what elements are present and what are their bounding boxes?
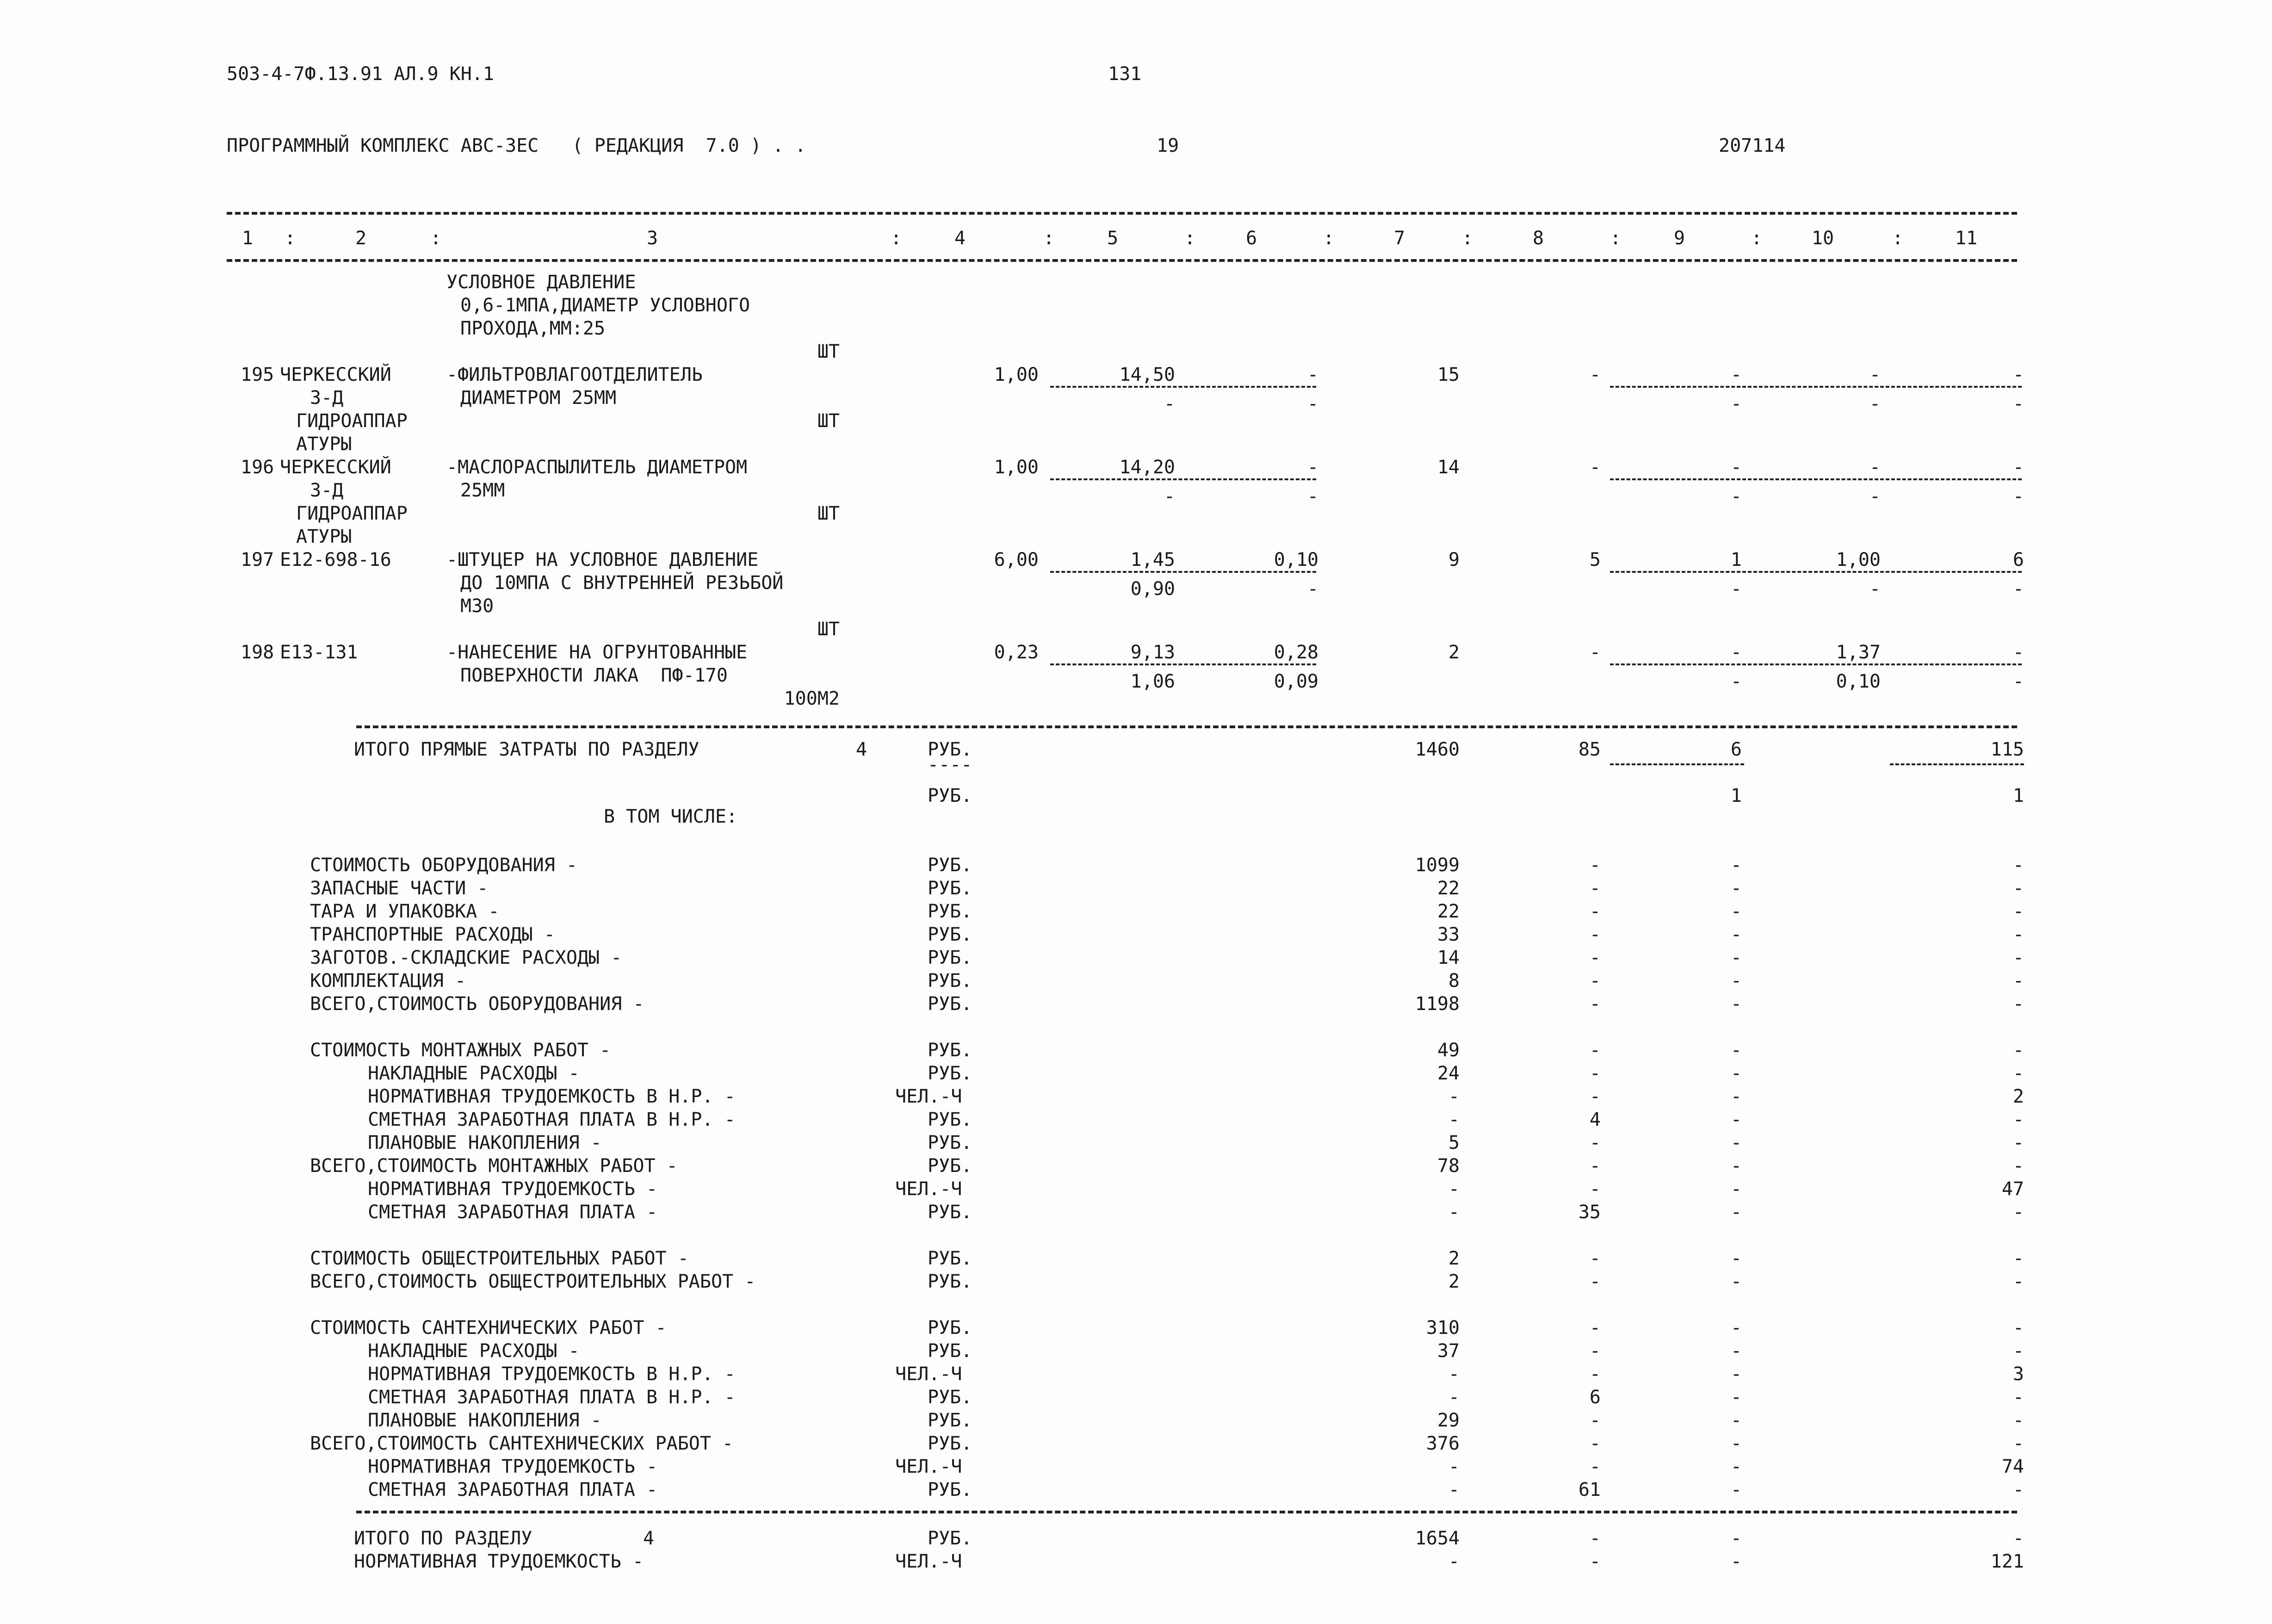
breakdown-col9: - [1730,1433,1742,1454]
cell-col5: 1,45 [1130,549,1175,570]
breakdown-col9: - [1730,1248,1742,1269]
breakdown-col9: - [1730,947,1742,968]
breakdown-unit: РУБ. [928,947,972,968]
breakdown-col8: - [1589,1433,1601,1454]
cell-col6-sub: - [1307,486,1319,507]
breakdown-col7: 2 [1448,1248,1460,1269]
breakdown-col7: - [1448,1387,1460,1408]
breakdown-col9: - [1730,1063,1742,1084]
column-separator: : [1892,228,1904,249]
item-number: 197 [241,549,274,570]
breakdown-col9: - [1730,1109,1742,1130]
column-separator: : [891,228,902,249]
breakdown-unit: ЧЕЛ.-Ч [895,1364,962,1385]
column-header-7: 7 [1393,228,1405,249]
item-code: ГИДРОАППАР [296,410,408,432]
breakdown-unit: РУБ. [928,855,972,876]
breakdown-col11: 3 [2012,1364,2024,1385]
breakdown-unit: РУБ. [928,924,972,945]
breakdown-unit: ЧЕЛ.-Ч [895,1178,962,1200]
direct-costs-col11-sub: 1 [2012,785,2024,806]
cell-col9: 1 [1730,549,1742,570]
breakdown-unit: РУБ. [928,1155,972,1177]
sheet-number: 19 [1157,135,1179,156]
breakdown-col11: - [2012,1109,2024,1130]
breakdown-col8: - [1589,993,1601,1015]
item-description: ПОВЕРХНОСТИ ЛАКА ПФ-170 [460,665,728,686]
breakdown-col7: 376 [1426,1433,1460,1454]
breakdown-col9: - [1730,970,1742,992]
item-unit: 100М2 [784,688,840,709]
breakdown-col11: - [2012,855,2024,876]
item-unit: ШТ [817,341,840,362]
item-description: -НАНЕСЕНИЕ НА ОГРУНТОВАННЫЕ [446,642,748,663]
breakdown-col11: - [2012,1479,2024,1500]
breakdown-label: ТРАНСПОРТНЫЕ РАСХОДЫ - [310,924,555,945]
breakdown-col11: 74 [2001,1456,2024,1477]
item-description: -ФИЛЬТРОВЛАГООТДЕЛИТЕЛЬ [446,364,703,385]
direct-costs-col9-sub: 1 [1730,785,1742,806]
breakdown-col9: - [1730,1364,1742,1385]
breakdown-col11: - [2012,1063,2024,1084]
item-code: ЧЕРКЕССКИЙ [280,457,391,478]
breakdown-col11: - [2012,1433,2024,1454]
breakdown-col9: - [1730,1178,1742,1200]
breakdown-col11: - [2012,1387,2024,1408]
item-unit: ШТ [817,503,840,524]
cell-col4: 0,23 [994,642,1039,663]
breakdown-label: СМЕТНАЯ ЗАРАБОТНАЯ ПЛАТА - [368,1202,658,1223]
direct-costs-unit-rule: ---- [928,754,972,775]
cell-col7: 9 [1448,549,1460,570]
breakdown-col8: - [1589,901,1601,922]
cell-col9-sub: - [1730,671,1742,692]
direct-costs-unit: РУБ. [928,739,972,760]
breakdown-col11: - [2012,1248,2024,1269]
breakdown-col8: - [1589,1271,1601,1292]
cell-col8: 5 [1589,549,1601,570]
cell-col10: 1,00 [1836,549,1881,570]
breakdown-label: СМЕТНАЯ ЗАРАБОТНАЯ ПЛАТА - [368,1479,658,1500]
final-col8: - [1589,1551,1601,1572]
breakdown-col7: 8 [1448,970,1460,992]
cell-col6-sub: - [1307,393,1319,415]
item-description: ПРОХОДА,ММ:25 [460,318,606,339]
cell-col8: - [1589,457,1601,478]
breakdown-col11: - [2012,993,2024,1015]
cell-col7: 15 [1437,364,1460,385]
cell-col8: - [1589,642,1601,663]
breakdown-col7: - [1448,1364,1460,1385]
breakdown-unit: РУБ. [928,1202,972,1223]
cell-col5: 14,50 [1119,364,1175,385]
breakdown-unit: РУБ. [928,1479,972,1500]
breakdown-col8: - [1589,1132,1601,1153]
breakdown-col7: 5 [1448,1132,1460,1153]
final-label: ИТОГО ПО РАЗДЕЛУ [354,1528,532,1549]
subrow-rule [1610,571,2022,573]
breakdown-label: КОМПЛЕКТАЦИЯ - [310,970,466,992]
final-col7: - [1448,1551,1460,1572]
final-col9: - [1730,1528,1742,1549]
column-separator: : [1462,228,1473,249]
breakdown-col9: - [1730,1086,1742,1107]
cell-col6: - [1307,364,1319,385]
column-header-10: 10 [1811,228,1834,249]
breakdown-unit: РУБ. [928,970,972,992]
breakdown-col8: - [1589,1040,1601,1061]
final-section: 4 [643,1528,655,1549]
breakdown-col9: - [1730,924,1742,945]
cell-col11: - [2012,642,2024,663]
item-description: ДИАМЕТРОМ 25ММ [460,387,617,409]
page-number: 131 [1108,63,1142,85]
breakdown-label: СМЕТНАЯ ЗАРАБОТНАЯ ПЛАТА В Н.Р. - [368,1109,736,1130]
breakdown-col7: - [1448,1109,1460,1130]
column-header-5: 5 [1107,228,1119,249]
item-code: 3-Д [310,480,344,501]
breakdown-col7: - [1448,1202,1460,1223]
subrow-rule [1050,663,1316,665]
breakdown-label: НОРМАТИВНАЯ ТРУДОЕМКОСТЬ В Н.Р. - [368,1086,736,1107]
subrow-rule [1050,571,1316,573]
cell-col7: 14 [1437,457,1460,478]
breakdown-unit: РУБ. [928,1317,972,1339]
cell-col11: - [2012,457,2024,478]
breakdown-unit: РУБ. [928,1040,972,1061]
cell-col9: - [1730,642,1742,663]
breakdown-col8: - [1589,1410,1601,1431]
cell-col8: - [1589,364,1601,385]
breakdown-col7: 2 [1448,1271,1460,1292]
breakdown-col9: - [1730,1202,1742,1223]
breakdown-col11: - [2012,1202,2024,1223]
direct-costs-col9: 6 [1730,739,1742,760]
cell-col11-sub: - [2012,393,2024,415]
cell-col11: - [2012,364,2024,385]
final-col8: - [1589,1528,1601,1549]
direct-costs-label: ИТОГО ПРЯМЫЕ ЗАТРАТЫ ПО РАЗДЕЛУ [354,739,700,760]
breakdown-col7: 49 [1437,1040,1460,1061]
breakdown-col8: - [1589,970,1601,992]
breakdown-label: НОРМАТИВНАЯ ТРУДОЕМКОСТЬ - [368,1178,658,1200]
item-code: АТУРЫ [296,526,352,547]
totals-top-rule [356,725,2017,728]
column-separator: : [1610,228,1622,249]
breakdown-label: НОРМАТИВНАЯ ТРУДОЕМКОСТЬ В Н.Р. - [368,1364,736,1385]
breakdown-label: ВСЕГО,СТОИМОСТЬ ОБОРУДОВАНИЯ - [310,993,644,1015]
breakdown-col11: - [2012,1410,2024,1431]
item-number: 195 [241,364,274,385]
direct-costs-section: 4 [856,739,867,760]
breakdown-label: ВСЕГО,СТОИМОСТЬ ОБЩЕСТРОИТЕЛЬНЫХ РАБОТ - [310,1271,756,1292]
item-code: Е13-131 [280,642,358,663]
item-unit: ШТ [817,410,840,432]
item-description: 25ММ [460,480,505,501]
direct-costs-subrule [1610,763,1744,765]
breakdown-label: СМЕТНАЯ ЗАРАБОТНАЯ ПЛАТА В Н.Р. - [368,1387,736,1408]
column-separator: : [430,228,442,249]
column-header-6: 6 [1245,228,1257,249]
breakdown-col11: - [2012,1132,2024,1153]
breakdown-col8: 35 [1578,1202,1601,1223]
cell-col9-sub: - [1730,393,1742,415]
cell-col6-sub: - [1307,578,1319,600]
direct-costs-col7: 1460 [1415,739,1460,760]
breakdown-col9: - [1730,855,1742,876]
breakdown-col7: 14 [1437,947,1460,968]
breakdown-label: ВСЕГО,СТОИМОСТЬ САНТЕХНИЧЕСКИХ РАБОТ - [310,1433,734,1454]
breakdown-label: ЗАПАСНЫЕ ЧАСТИ - [310,878,489,899]
cell-col7: 2 [1448,642,1460,663]
cell-col9-sub: - [1730,578,1742,600]
breakdown-label: СТОИМОСТЬ ОБОРУДОВАНИЯ - [310,855,577,876]
breakdown-col11: - [2012,924,2024,945]
breakdown-col8: - [1589,855,1601,876]
breakdown-col11: - [2012,1040,2024,1061]
item-unit: ШТ [817,619,840,640]
column-separator: : [1751,228,1763,249]
breakdown-col9: - [1730,901,1742,922]
breakdown-col7: 1099 [1415,855,1460,876]
cell-col5: 14,20 [1119,457,1175,478]
item-code: Е12-698-16 [280,549,391,570]
breakdown-unit: РУБ. [928,1132,972,1153]
column-header-4: 4 [954,228,966,249]
breakdown-col9: - [1730,878,1742,899]
final-totals-rule [356,1511,2017,1513]
breakdown-label: ЗАГОТОВ.-СКЛАДСКИЕ РАСХОДЫ - [310,947,622,968]
breakdown-col8: - [1589,1063,1601,1084]
item-code: ЧЕРКЕССКИЙ [280,364,391,385]
breakdown-unit: РУБ. [928,1340,972,1362]
cell-col6: - [1307,457,1319,478]
breakdown-col7: 1198 [1415,993,1460,1015]
cell-col9: - [1730,457,1742,478]
breakdown-label: ПЛАНОВЫЕ НАКОПЛЕНИЯ - [368,1132,602,1153]
breakdown-unit: РУБ. [928,878,972,899]
breakdown-col9: - [1730,1387,1742,1408]
breakdown-col8: - [1589,924,1601,945]
breakdown-col8: - [1589,1248,1601,1269]
direct-costs-subrule [1890,763,2024,765]
breakdown-col8: - [1589,1155,1601,1177]
breakdown-col9: - [1730,1456,1742,1477]
item-number: 196 [241,457,274,478]
cell-col5-sub: - [1164,393,1175,415]
column-header-8: 8 [1532,228,1544,249]
breakdown-col9: - [1730,1155,1742,1177]
breakdown-col9: - [1730,1271,1742,1292]
breakdown-unit: РУБ. [928,901,972,922]
breakdown-label: СТОИМОСТЬ МОНТАЖНЫХ РАБОТ - [310,1040,611,1061]
breakdown-col8: - [1589,1086,1601,1107]
cell-col11: 6 [2012,549,2024,570]
breakdown-col8: - [1589,1364,1601,1385]
cell-col4: 1,00 [994,457,1039,478]
breakdown-col9: - [1730,1040,1742,1061]
breakdown-label: НОРМАТИВНАЯ ТРУДОЕМКОСТЬ - [368,1456,658,1477]
cell-col10: - [1869,457,1881,478]
breakdown-col7: - [1448,1178,1460,1200]
breakdown-col9: - [1730,1410,1742,1431]
item-code: ГИДРОАППАР [296,503,408,524]
breakdown-col7: 22 [1437,878,1460,899]
breakdown-col8: 6 [1589,1387,1601,1408]
breakdown-col8: - [1589,1340,1601,1362]
breakdown-unit: ЧЕЛ.-Ч [895,1456,962,1477]
breakdown-col7: 29 [1437,1410,1460,1431]
document-id: 207114 [1719,135,1786,156]
cell-col5-sub: 1,06 [1130,671,1175,692]
cell-col10-sub: - [1869,486,1881,507]
breakdown-col7: 78 [1437,1155,1460,1177]
column-separator: : [285,228,296,249]
breakdown-unit: РУБ. [928,1063,972,1084]
breakdown-col7: 22 [1437,901,1460,922]
breakdown-col8: - [1589,1456,1601,1477]
final-unit: ЧЕЛ.-Ч [895,1551,962,1572]
cell-col10-sub: - [1869,393,1881,415]
breakdown-col9: - [1730,1479,1742,1500]
breakdown-col8: 4 [1589,1109,1601,1130]
cell-col9: - [1730,364,1742,385]
final-unit: РУБ. [928,1528,972,1549]
cell-col6: 0,28 [1274,642,1319,663]
cell-col11-sub: - [2012,578,2024,600]
breakdown-col8: - [1589,1317,1601,1339]
breakdown-col7: 310 [1426,1317,1460,1339]
table-top-rule [227,212,2017,215]
column-header-11: 11 [1955,228,1978,249]
final-label: НОРМАТИВНАЯ ТРУДОЕМКОСТЬ - [354,1551,644,1572]
item-description: ДО 10МПА С ВНУТРЕННЕЙ РЕЗЬБОЙ [460,572,784,594]
breakdown-col11: - [2012,878,2024,899]
cell-col11-sub: - [2012,671,2024,692]
breakdown-unit: ЧЕЛ.-Ч [895,1086,962,1107]
direct-costs-unit-2: РУБ. [928,785,972,806]
column-separator: : [1323,228,1335,249]
breakdown-col7: 33 [1437,924,1460,945]
breakdown-col11: - [2012,1155,2024,1177]
item-description: 0,6-1МПА,ДИАМЕТР УСЛОВНОГО [460,295,750,316]
breakdown-unit: РУБ. [928,993,972,1015]
breakdown-unit: РУБ. [928,1410,972,1431]
breakdown-label: ВСЕГО,СТОИМОСТЬ МОНТАЖНЫХ РАБОТ - [310,1155,678,1177]
column-header-rule [227,259,2017,262]
breakdown-col7: 37 [1437,1340,1460,1362]
breakdown-unit: РУБ. [928,1248,972,1269]
cell-col5: 9,13 [1130,642,1175,663]
cell-col10-sub: 0,10 [1836,671,1881,692]
breakdown-col9: - [1730,1317,1742,1339]
cell-col6: 0,10 [1274,549,1319,570]
item-description: М30 [460,595,494,617]
breakdown-col7: - [1448,1456,1460,1477]
breakdown-col11: - [2012,947,2024,968]
breakdown-label: ПЛАНОВЫЕ НАКОПЛЕНИЯ - [368,1410,602,1431]
breakdown-col9: - [1730,1340,1742,1362]
breakdown-label: ТАРА И УПАКОВКА - [310,901,500,922]
final-col11: - [2012,1528,2024,1549]
program-title: ПРОГРАММНЫЙ КОМПЛЕКС АВС-3ЕС ( РЕДАКЦИЯ 7.0 ) . . [227,135,806,156]
breakdown-label: НАКЛАДНЫЕ РАСХОДЫ - [368,1340,580,1362]
breakdown-label: НАКЛАДНЫЕ РАСХОДЫ - [368,1063,580,1084]
item-code: 3-Д [310,387,344,409]
column-separator: : [1043,228,1055,249]
breakdown-unit: РУБ. [928,1109,972,1130]
breakdown-col11: 2 [2012,1086,2024,1107]
breakdown-col7: - [1448,1086,1460,1107]
cell-col4: 1,00 [994,364,1039,385]
breakdown-col7: - [1448,1479,1460,1500]
item-description: УСЛОВНОЕ ДАВЛЕНИЕ [446,272,636,293]
breakdown-label: СТОИМОСТЬ ОБЩЕСТРОИТЕЛЬНЫХ РАБОТ - [310,1248,689,1269]
cell-col6-sub: 0,09 [1274,671,1319,692]
direct-costs-col11: 115 [1990,739,2024,760]
breakdown-unit: РУБ. [928,1387,972,1408]
subrow-rule [1050,478,1316,480]
cell-col5-sub: - [1164,486,1175,507]
column-header-3: 3 [646,228,658,249]
final-col7: 1654 [1415,1528,1460,1549]
document-code: 503-4-7Ф.13.91 АЛ.9 КН.1 [227,63,494,85]
final-col11: 121 [1990,1551,2024,1572]
cell-col4: 6,00 [994,549,1039,570]
breakdown-label: СТОИМОСТЬ САНТЕХНИЧЕСКИХ РАБОТ - [310,1317,667,1339]
column-separator: : [1184,228,1196,249]
breakdown-col8: - [1589,878,1601,899]
item-code: АТУРЫ [296,434,352,455]
cell-col10-sub: - [1869,578,1881,600]
cell-col11-sub: - [2012,486,2024,507]
breakdown-col11: 47 [2001,1178,2024,1200]
column-header-2: 2 [355,228,367,249]
including-label: В ТОМ ЧИСЛЕ: [604,806,737,827]
cell-col10: - [1869,364,1881,385]
breakdown-col9: - [1730,1132,1742,1153]
column-header-1: 1 [241,228,254,249]
cell-col5-sub: 0,90 [1130,578,1175,600]
subrow-rule [1050,386,1316,388]
item-description: -МАСЛОРАСПЫЛИТЕЛЬ ДИАМЕТРОМ [446,457,748,478]
subrow-rule [1610,386,2022,388]
breakdown-col11: - [2012,1317,2024,1339]
item-number: 198 [241,642,274,663]
item-description: -ШТУЦЕР НА УСЛОВНОЕ ДАВЛЕНИЕ [446,549,759,570]
breakdown-col8: - [1589,947,1601,968]
final-col9: - [1730,1551,1742,1572]
breakdown-col8: 61 [1578,1479,1601,1500]
breakdown-col11: - [2012,1340,2024,1362]
cell-col10: 1,37 [1836,642,1881,663]
breakdown-unit: РУБ. [928,1271,972,1292]
breakdown-col11: - [2012,901,2024,922]
column-header-9: 9 [1673,228,1685,249]
breakdown-unit: РУБ. [928,1433,972,1454]
direct-costs-col8: 85 [1578,739,1601,760]
breakdown-col7: 24 [1437,1063,1460,1084]
cell-col9-sub: - [1730,486,1742,507]
subrow-rule [1610,478,2022,480]
breakdown-col11: - [2012,1271,2024,1292]
breakdown-col9: - [1730,993,1742,1015]
breakdown-col11: - [2012,970,2024,992]
breakdown-col8: - [1589,1178,1601,1200]
subrow-rule [1610,663,2022,665]
